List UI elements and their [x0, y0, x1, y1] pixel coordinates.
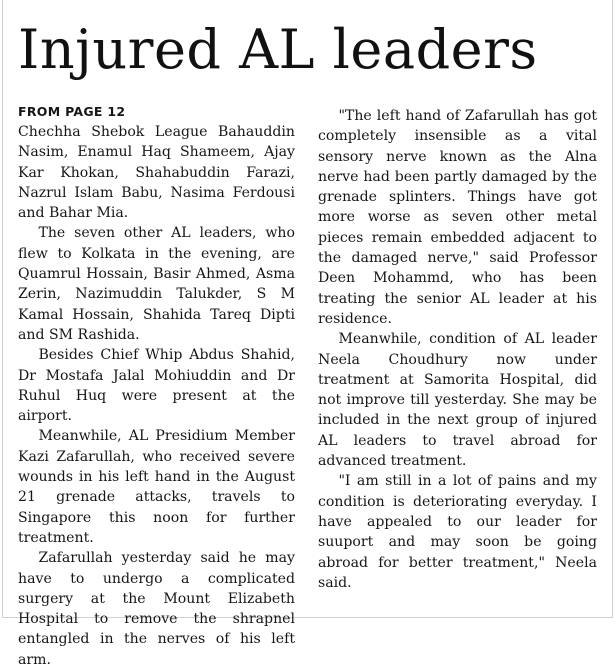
paragraph: Zafarullah yesterday said he may have to undergo a complicated surgery at the Mount Elizabeth Hospital to remove the shrapnel entangled in the nerves of his left arm.: [18, 550, 295, 668]
continued-from-label: FROM PAGE 12: [18, 104, 126, 119]
paragraph: The seven other AL leaders, who flew to Kolkata in the evening, are Quamrul Hossain, Basir Ahmed, Asma Zerin, Nazimuddin Talukder, S M Kamal Hossain, Shahida Tareq Dipti and SM Rashida.: [18, 225, 295, 343]
paragraph: Meanwhile, condition of AL leader Neela Choudhury now under treatment at Samorita Hospital, did not improve till yesterday. She may be included in the next group of injured AL leaders to travel abroad for advanced treatment.: [318, 331, 597, 470]
left-column: [18, 104, 295, 670]
paragraph: "The left hand of Zafarullah has got completely insensible as a vital sensory nerve known as the Alna nerve had been partly damaged by the grenade splinters. Things have got more worse as seven other metal pieces remain embedded adjacent to the damaged nerve," said Professor Deen Mohammd, who has been treating the senior AL leader at his residence.: [318, 108, 597, 327]
paragraph: Meanwhile, AL Presidium Member Kazi Zafarullah, who received severe wounds in his left hand in the August 21 grenade attacks, travels to Singapore this noon for further treatment.: [18, 428, 295, 546]
paragraph: Besides Chief Whip Abdus Shahid, Dr Mostafa Jalal Mohiuddin and Dr Ruhul Huq were present at the airport.: [18, 347, 295, 425]
headline: Injured AL leaders: [18, 18, 538, 81]
paragraph: Chechha Shebok League Bahauddin Nasim, Enamul Haq Shameem, Ajay Kar Khokan, Shahabuddin Farazi, Nazrul Islam Babu, Nasima Ferdousi and Bahar Mia.: [18, 124, 295, 222]
paragraph: "I am still in a lot of pains and my condition is deteriorating everyday. I have appealed to our leader for suuport and may soon be going abroad for better treatment," Neela said.: [318, 473, 597, 591]
right-column: [318, 106, 597, 593]
